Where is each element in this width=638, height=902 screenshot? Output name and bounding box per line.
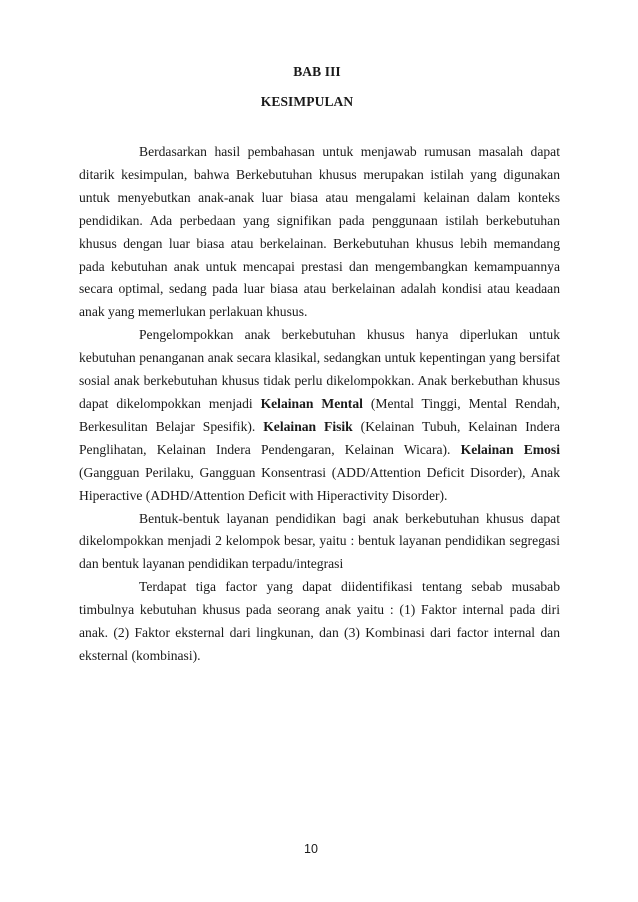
kelainan-fisik-label: Kelainan Fisik [263, 418, 353, 434]
kelainan-emosi-desc: (Gangguan Perilaku, Gangguan Konsentrasi (ADD/Attention Deficit Disorder), Anak Hiperactive (ADHD/Attention Deficit with Hiperactivity Disorder). [79, 464, 560, 503]
page-number [0, 842, 638, 856]
chapter-number [0, 64, 638, 80]
paragraph-3: Bentuk-bentuk layanan pendidikan bagi anak berkebutuhan khusus dapat dikelompokkan menjadi 2 kelompok besar, yaitu : bentuk layanan pendidikan segregasi dan bentuk layanan pendidikan terpadu/integrasi [79, 510, 560, 572]
page-number-text: 10 [304, 842, 318, 856]
paragraph-4: Terdapat tiga factor yang dapat diidentifikasi tentang sebab musabab timbulnya kebutuhan khusus pada seorang anak yaitu : (1) Faktor internal pada diri anak. (2) Faktor eksternal dari lingkunan, dan (3) Kombinasi dari factor internal dan eksternal (kombinasi). [79, 579, 560, 663]
paragraph-2-intro: Pengelompokkan anak berkebutuhan khusus hanya diperlukan untuk kebutuhan penanganan anak secara klasikal, sedangkan untuk kepentingan yang bersifat sosial anak berkebutuhan khusus tidak perlu dikelompokkan. Anak berkebuthan khusus dapat dikelompokkan menjadi [79, 327, 560, 411]
chapter-number-text: BAB III [293, 64, 341, 79]
paragraph-1: Berdasarkan hasil pembahasan untuk menjawab rumusan masalah dapat ditarik kesimpulan, bahwa Berkebutuhan khusus merupakan istilah yang digunakan untuk menyebutkan anak-anak luar biasa atau mengalami kelainan dalam konteks pendidikan. Ada perbedaan yang signifikan pada penggunaan istilah berkebutuhan khusus dengan luar biasa atau berkelainan. Berkebutuhan khusus lebih memandang pada kebutuhan anak untuk mencapai prestasi dan mengembangkan kemampuannya secara optimal, sedang pada luar biasa atau berkelainan adalah kondisi atau keadaan anak yang memerlukan perlakuan khusus. [79, 144, 560, 320]
chapter-body [79, 141, 560, 668]
chapter-title-text: KESIMPULAN [260, 94, 354, 109]
kelainan-mental-desc: (Mental Tinggi, Mental Rendah, Berkesulitan Belajar Spesifik). [79, 395, 560, 434]
kelainan-mental-label: Kelainan Mental [260, 395, 363, 411]
kelainan-fisik-desc: (Kelainan Tubuh, Kelainan Indera Penglihatan, Kelainan Indera Pendengaran, Kelainan Wicara). [79, 418, 560, 457]
paragraph-2 [79, 324, 560, 507]
chapter-title [0, 94, 638, 110]
kelainan-emosi-label: Kelainan Emosi [460, 441, 560, 457]
